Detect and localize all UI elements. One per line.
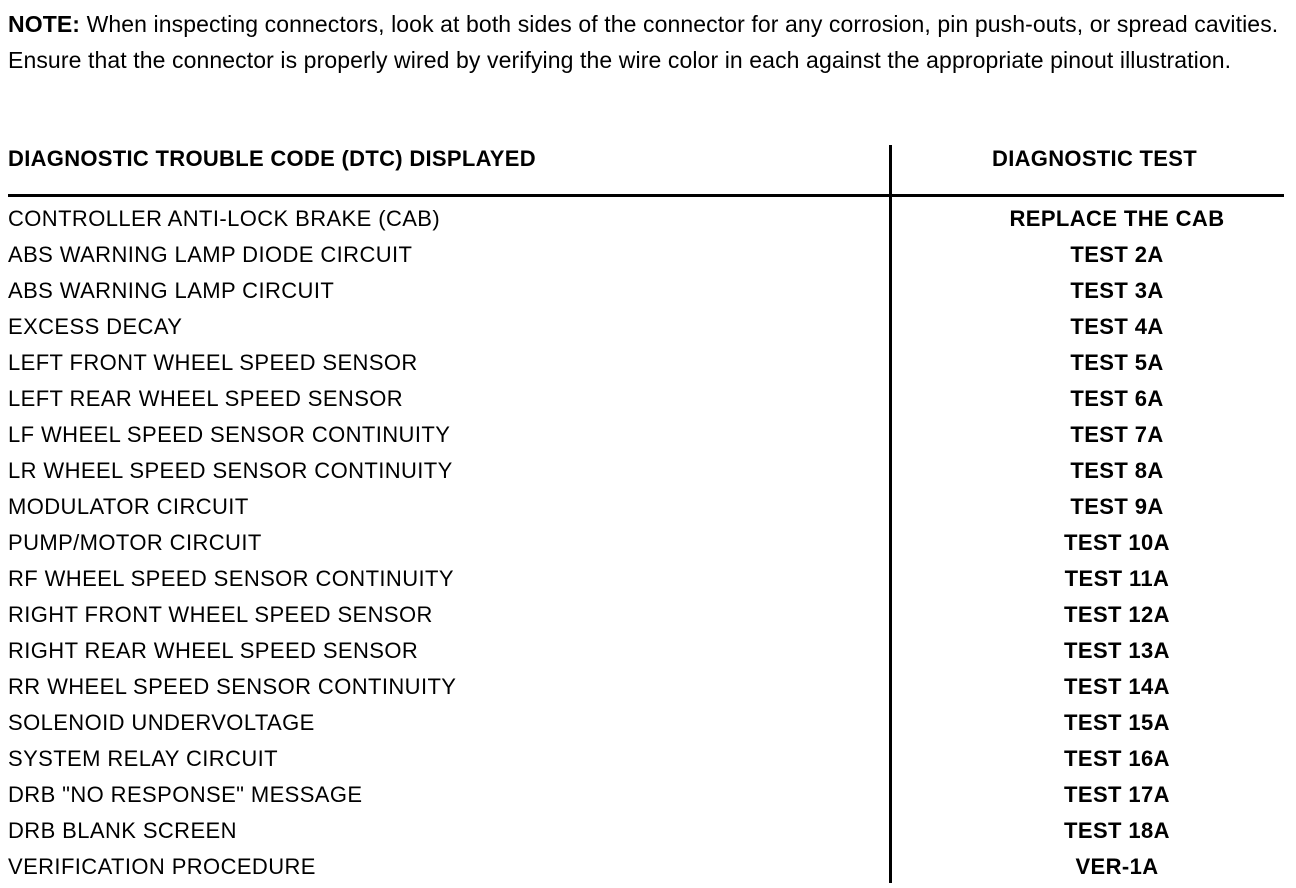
dtc-cell: CONTROLLER ANTI-LOCK BRAKE (CAB) bbox=[8, 206, 441, 231]
dtc-cell: RR WHEEL SPEED SENSOR CONTINUITY bbox=[8, 674, 457, 699]
test-cell: TEST 11A bbox=[1064, 566, 1170, 591]
test-cell: TEST 6A bbox=[1070, 386, 1164, 411]
table-row bbox=[0, 852, 1296, 888]
dtc-cell: SOLENOID UNDERVOLTAGE bbox=[8, 710, 315, 735]
table-row bbox=[0, 276, 1296, 312]
note-text: When inspecting connectors, look at both sides of the connector for any corrosion, pin push-outs, or spread cavities. Ensure that the connector is properly wired by verifying the wire color in each against the appropriate pinout illustration. bbox=[8, 11, 1279, 73]
test-cell: TEST 16A bbox=[1064, 746, 1170, 771]
test-cell: TEST 3A bbox=[1070, 278, 1164, 303]
dtc-cell: LEFT REAR WHEEL SPEED SENSOR bbox=[8, 386, 404, 411]
dtc-cell: VERIFICATION PROCEDURE bbox=[8, 854, 316, 879]
dtc-cell: EXCESS DECAY bbox=[8, 314, 183, 339]
test-cell: TEST 10A bbox=[1064, 530, 1170, 555]
table-row bbox=[0, 708, 1296, 744]
dtc-cell: PUMP/MOTOR CIRCUIT bbox=[8, 530, 262, 555]
table-row bbox=[0, 744, 1296, 780]
table-row bbox=[0, 240, 1296, 276]
dtc-cell: DRB "NO RESPONSE" MESSAGE bbox=[8, 782, 363, 807]
table-row bbox=[0, 636, 1296, 672]
table-row bbox=[0, 312, 1296, 348]
test-cell: TEST 8A bbox=[1070, 458, 1164, 483]
dtc-cell: RIGHT REAR WHEEL SPEED SENSOR bbox=[8, 638, 419, 663]
dtc-cell: RF WHEEL SPEED SENSOR CONTINUITY bbox=[8, 566, 454, 591]
test-cell: TEST 9A bbox=[1070, 494, 1164, 519]
table-row bbox=[0, 672, 1296, 708]
table-row bbox=[0, 564, 1296, 600]
dtc-cell: ABS WARNING LAMP DIODE CIRCUIT bbox=[8, 242, 413, 267]
dtc-cell: MODULATOR CIRCUIT bbox=[8, 494, 249, 519]
test-cell: VER-1A bbox=[1075, 854, 1159, 879]
test-cell: TEST 15A bbox=[1064, 710, 1170, 735]
dtc-cell: DRB BLANK SCREEN bbox=[8, 818, 237, 843]
dtc-cell: LR WHEEL SPEED SENSOR CONTINUITY bbox=[8, 458, 453, 483]
header-diagnostic-test: DIAGNOSTIC TEST bbox=[992, 146, 1197, 171]
table-row bbox=[0, 600, 1296, 636]
dtc-cell: RIGHT FRONT WHEEL SPEED SENSOR bbox=[8, 602, 433, 627]
table-row bbox=[0, 204, 1296, 240]
header-rule bbox=[8, 194, 1284, 197]
table-row bbox=[0, 528, 1296, 564]
table-row bbox=[0, 492, 1296, 528]
header-dtc-displayed: DIAGNOSTIC TROUBLE CODE (DTC) DISPLAYED bbox=[8, 146, 536, 171]
test-cell: TEST 14A bbox=[1064, 674, 1170, 699]
test-cell: TEST 7A bbox=[1070, 422, 1164, 447]
table-row bbox=[0, 420, 1296, 456]
test-cell: TEST 13A bbox=[1064, 638, 1170, 663]
table-row bbox=[0, 348, 1296, 384]
table-row bbox=[0, 456, 1296, 492]
dtc-table bbox=[0, 140, 1296, 888]
test-cell: TEST 12A bbox=[1064, 602, 1170, 627]
dtc-cell: LEFT FRONT WHEEL SPEED SENSOR bbox=[8, 350, 418, 375]
note-paragraph bbox=[8, 6, 1290, 78]
table-body bbox=[0, 204, 1296, 888]
test-cell: TEST 4A bbox=[1070, 314, 1164, 339]
table-row bbox=[0, 816, 1296, 852]
note-label: NOTE: bbox=[8, 11, 81, 37]
dtc-cell: ABS WARNING LAMP CIRCUIT bbox=[8, 278, 335, 303]
table-row bbox=[0, 384, 1296, 420]
table-row bbox=[0, 780, 1296, 816]
dtc-cell: SYSTEM RELAY CIRCUIT bbox=[8, 746, 279, 771]
test-cell: REPLACE THE CAB bbox=[1009, 206, 1225, 231]
test-cell: TEST 5A bbox=[1070, 350, 1164, 375]
test-cell: TEST 2A bbox=[1070, 242, 1164, 267]
dtc-cell: LF WHEEL SPEED SENSOR CONTINUITY bbox=[8, 422, 451, 447]
test-cell: TEST 18A bbox=[1064, 818, 1170, 843]
test-cell: TEST 17A bbox=[1064, 782, 1170, 807]
